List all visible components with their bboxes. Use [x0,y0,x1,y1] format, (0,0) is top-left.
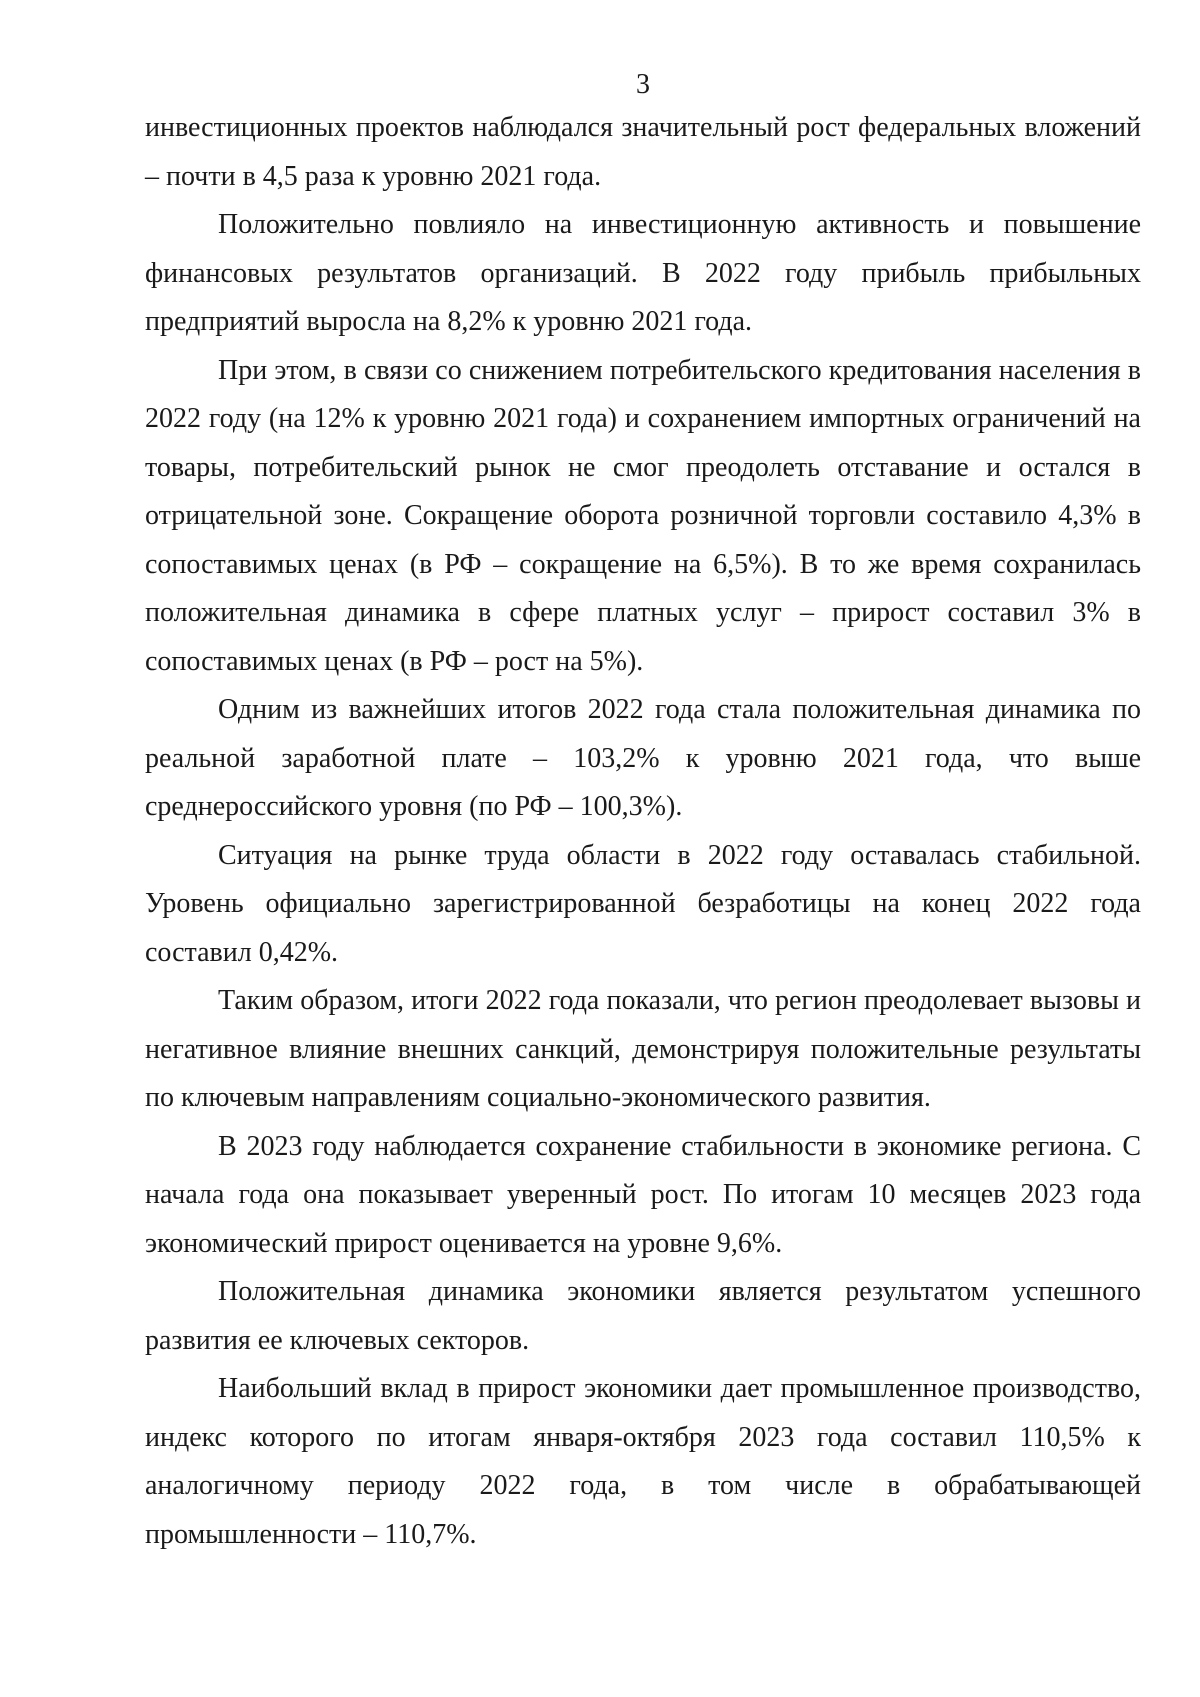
paragraph-investment-continuation: инвестиционных проектов наблюдался значительный рост федеральных вложений – почти в 4,5 раза к уровню 2021 года. [145,112,1141,192]
paragraph-consumer-market: При этом, в связи со снижением потребительского кредитования населения в 2022 году (на 12% к уровню 2021 года) и сохранением импортных ограничений на товары, потребительский рынок не смог преодолеть отставание и остался в отрицательной зоне. Сокращение оборота розничной торговли составило 4,3% в сопоставимых ценах (в РФ – сокращение на 6,5%). В то же время сохранилась положительная динамика в сфере платных услуг – прирост составил 3% в сопоставимых ценах (в РФ – рост на 5%). [145,354,1141,677]
paragraph-industrial-production: Наибольший вклад в прирост экономики дает промышленное производство, индекс которого по итогам января-октября 2023 года составил 110,5% к аналогичному периоду 2022 года, в том числе в обрабатывающей промышленности – 110,7%. [145,1373,1141,1550]
page-number: 3 [636,69,650,100]
paragraph-key-sectors: Положительная динамика экономики является результатом успешного развития ее ключевых секторов. [145,1276,1141,1356]
paragraph-real-wages: Одним из важнейших итогов 2022 года стала положительная динамика по реальной заработной плате – 103,2% к уровню 2021 года, что выше среднероссийского уровня (по РФ – 100,3%). [145,694,1141,822]
document-page [145,70,1141,1559]
paragraph-labor-market: Ситуация на рынке труда области в 2022 году оставалась стабильной. Уровень официально зарегистрированной безработицы на конец 2022 года составил 0,42%. [145,839,1141,968]
paragraph-financial-results: Положительно повлияло на инвестиционную активность и повышение финансовых результатов организаций. В 2022 году прибыль прибыльных предприятий выросла на 8,2% к уровню 2021 года. [145,209,1141,337]
paragraph-2023-stability: В 2023 году наблюдается сохранение стабильности в экономике региона. С начала года она показывает уверенный рост. По итогам 10 месяцев 2023 года экономический прирост оценивается на уровне 9,6%. [145,1130,1141,1259]
paragraph-2022-summary: Таким образом, итоги 2022 года показали, что регион преодолевает вызовы и негативное влияние внешних санкций, демонстрируя положительные результаты по ключевым направлениям социально-экономического развития. [145,985,1141,1113]
